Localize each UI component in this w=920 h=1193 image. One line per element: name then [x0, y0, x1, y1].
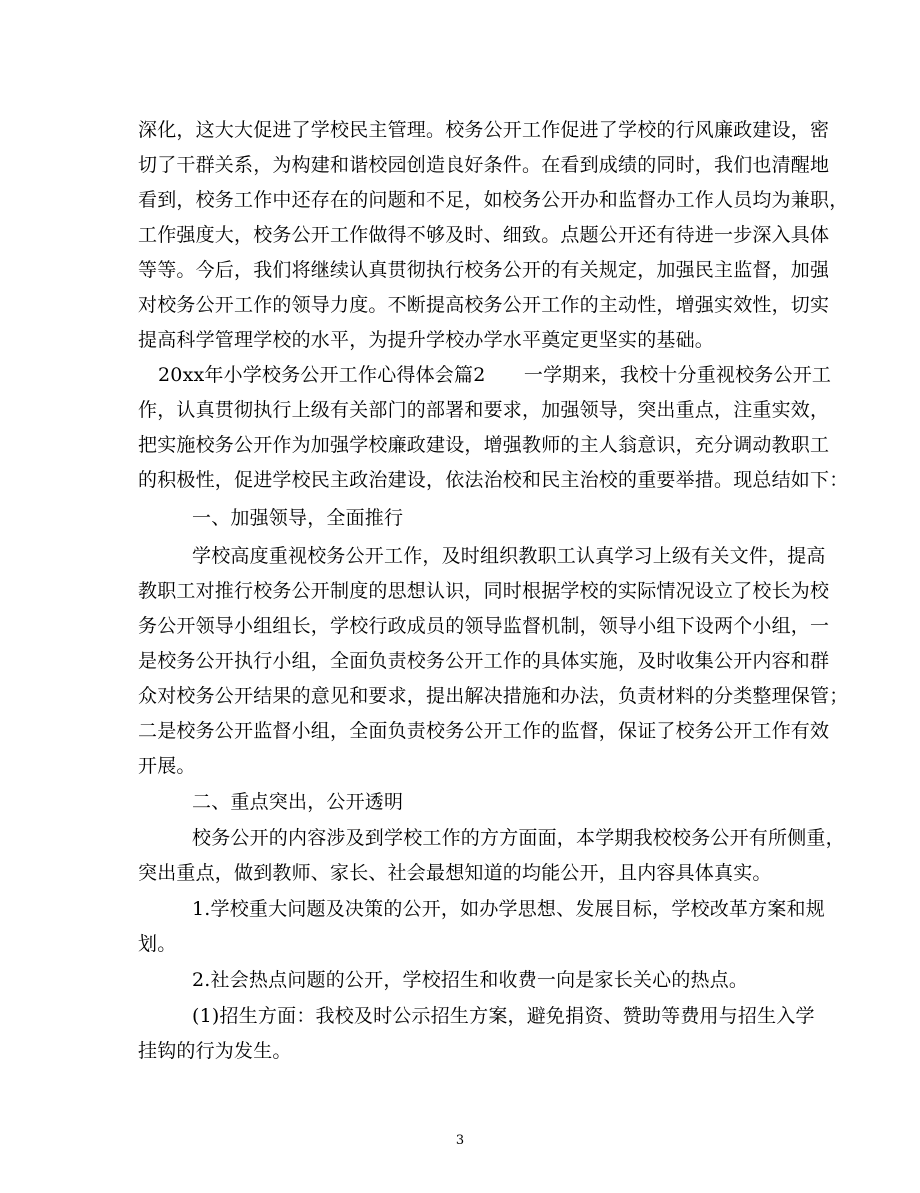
body-text-line: 深化，这大大促进了学校民主管理。校务公开工作促进了学校的行风廉政建设，密 [138, 119, 830, 141]
body-text-line: 工作强度大，校务公开工作做得不够及时、细致。点题公开还有待进一步深入具体 [138, 224, 830, 246]
heading-1: 一、加强领导，全面推行 [192, 507, 404, 529]
body-text-line: 众对校务公开结果的意见和要求，提出解决措施和办法，负责材料的分类整理保管； [138, 685, 849, 707]
page-number: 3 [455, 1133, 465, 1148]
list-item-2: 2.社会热点问题的公开，学校招生和收费一向是家长关心的热点。 [192, 969, 749, 991]
body-text-line: 校务公开的内容涉及到学校工作的方方面面，本学期我校校务公开有所侧重， [192, 827, 845, 849]
section-title-line: 20xx年小学校务公开工作心得体会篇2 一学期来，我校十分重视校务公开工 [158, 364, 832, 386]
list-item-1-continued: 划。 [138, 933, 177, 955]
list-subitem-1-continued: 挂钩的行为发生。 [138, 1040, 292, 1062]
body-text-line: 二是校务公开监督小组，全面负责校务公开工作的监督，保证了校务公开工作有效 [138, 720, 830, 742]
body-text-line: 看到，校务工作中还存在的问题和不足，如校务公开办和监督办工作人员均为兼职， [138, 189, 849, 211]
body-text-line: 的积极性，促进学校民主政治建设，依法治校和民主治校的重要举措。现总结如下： [138, 469, 849, 491]
body-text-line: 提高科学管理学校的水平，为提升学校办学水平奠定更坚实的基础。 [138, 329, 715, 351]
heading-2: 二、重点突出，公开透明 [192, 791, 404, 813]
body-text-line: 教职工对推行校务公开制度的思想认识，同时根据学校的实际情况设立了校长为校 [138, 580, 830, 602]
body-text-line: 作，认真贯彻执行上级有关部门的部署和要求，加强领导，突出重点，注重实效， [138, 399, 830, 421]
body-text-line: 等等。今后，我们将继续认真贯彻执行校务公开的有关规定，加强民主监督，加强 [138, 259, 830, 281]
body-text-line: 突出重点，做到教师、家长、社会最想知道的均能公开，且内容具体真实。 [138, 862, 772, 884]
body-text-line: 务公开领导小组组长，学校行政成员的领导监督机制，领导小组下设两个小组，一 [138, 615, 830, 637]
list-item-1: 1.学校重大问题及决策的公开，如办学思想、发展目标，学校改革方案和规 [192, 898, 825, 920]
body-text-line: 是校务公开执行小组，全面负责校务公开工作的具体实施，及时收集公开内容和群 [138, 650, 830, 672]
body-text-line: 切了干群关系，为构建和谐校园创造良好条件。在看到成绩的同时，我们也清醒地 [138, 154, 830, 176]
body-text-line: 把实施校务公开作为加强学校廉政建设，增强教师的主人翁意识，充分调动教职工 [138, 434, 830, 456]
body-text-line: 对校务公开工作的领导力度。不断提高校务公开工作的主动性，增强实效性，切实 [138, 294, 830, 316]
body-text-line: 开展。 [138, 755, 196, 777]
list-subitem-1: (1)招生方面：我校及时公示招生方案，避免捐资、赞助等费用与招生入学 [192, 1005, 815, 1027]
body-text-line: 学校高度重视校务公开工作，及时组织教职工认真学习上级有关文件，提高 [192, 545, 826, 567]
